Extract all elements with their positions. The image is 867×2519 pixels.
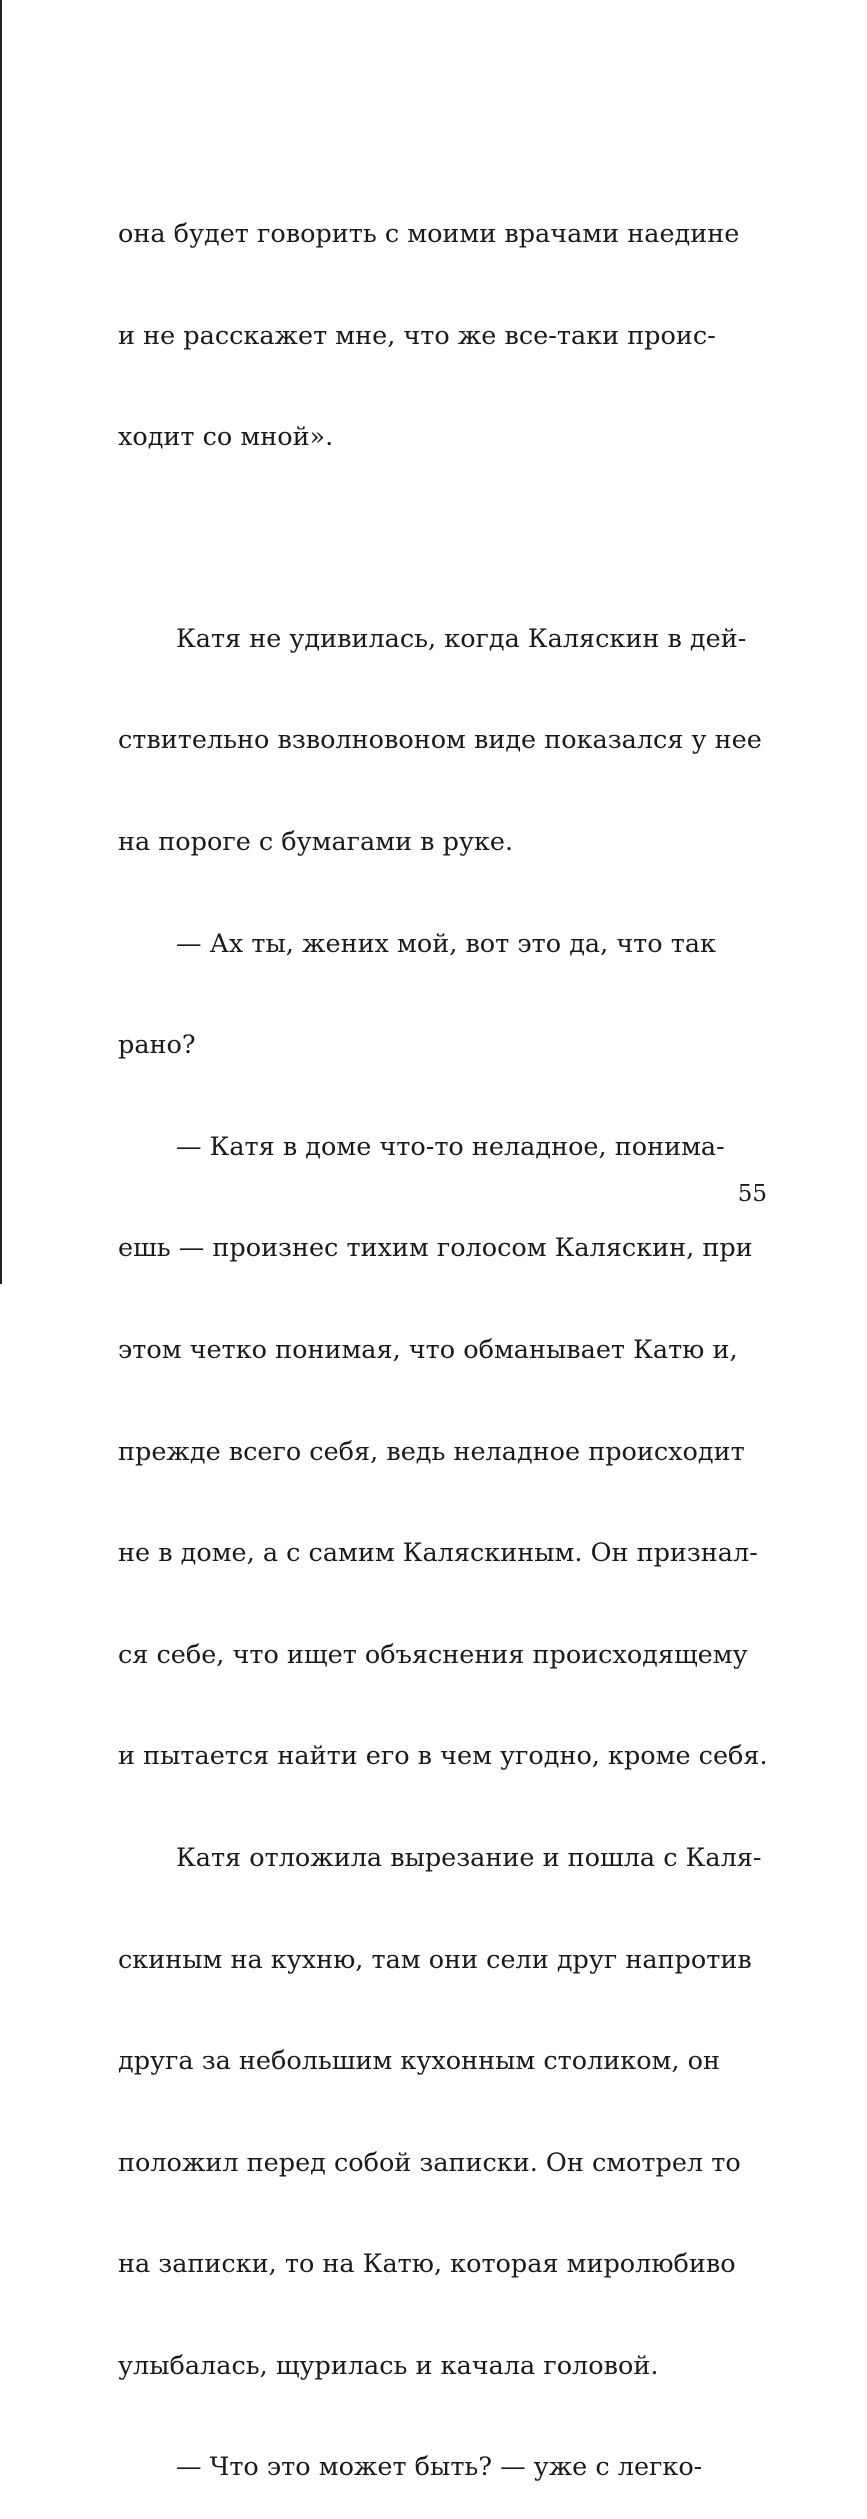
text-line: на пороге с бумагами в руке. xyxy=(118,826,514,857)
text-line: — Ах ты, жених мой, вот это да, что так xyxy=(176,928,716,959)
text-line: — Катя в доме что-то неладное, понима- xyxy=(176,1131,725,1162)
text-line: рано? xyxy=(118,1030,196,1061)
text-line: ешь — произнес тихим голосом Каляскин, при xyxy=(118,1233,753,1264)
text-line: ся себе, что ищет объяснения происходящему xyxy=(118,1639,748,1670)
page-body-text xyxy=(118,154,768,2519)
text-line: на записки, то на Катю, которая миролюбиво xyxy=(118,2249,736,2280)
text-line: ходит со мной». xyxy=(118,422,334,453)
text-line: скиным на кухню, там они сели друг напротив xyxy=(118,1944,752,1975)
text-line: — Что это может быть? — уже с легко- xyxy=(176,2452,703,2483)
text-line: этом четко понимая, что обманывает Катю и, xyxy=(118,1334,738,1365)
text-line: Катя отложила вырезание и пошла с Каля- xyxy=(176,1842,762,1873)
text-line: она будет говорить с моими врачами наедине xyxy=(118,219,740,249)
page-edge-line xyxy=(0,0,2,1284)
text-line: ствительно взволновоном виде показался у нее xyxy=(118,725,762,756)
text-line: не в доме, а с самим Каляскиным. Он признал- xyxy=(118,1538,758,1569)
text-line: положил перед собой записки. Он смотрел то xyxy=(118,2147,741,2178)
text-line: прежде всего себя, ведь неладное происходит xyxy=(118,1436,745,1467)
text-line: улыбалась, щурилась и качала головой. xyxy=(118,2350,659,2381)
paragraph-gap xyxy=(118,519,758,559)
text-line: и не расскажет мне, что же все-таки проис- xyxy=(118,320,716,351)
text-line: и пытается найти его в чем угодно, кроме себя. xyxy=(118,1741,768,1772)
text-line: друга за небольшим кухонным столиком, он xyxy=(118,2046,720,2077)
text-line: Катя не удивилась, когда Каляскин в дей- xyxy=(176,623,747,654)
page-number: 55 xyxy=(737,1181,767,1207)
